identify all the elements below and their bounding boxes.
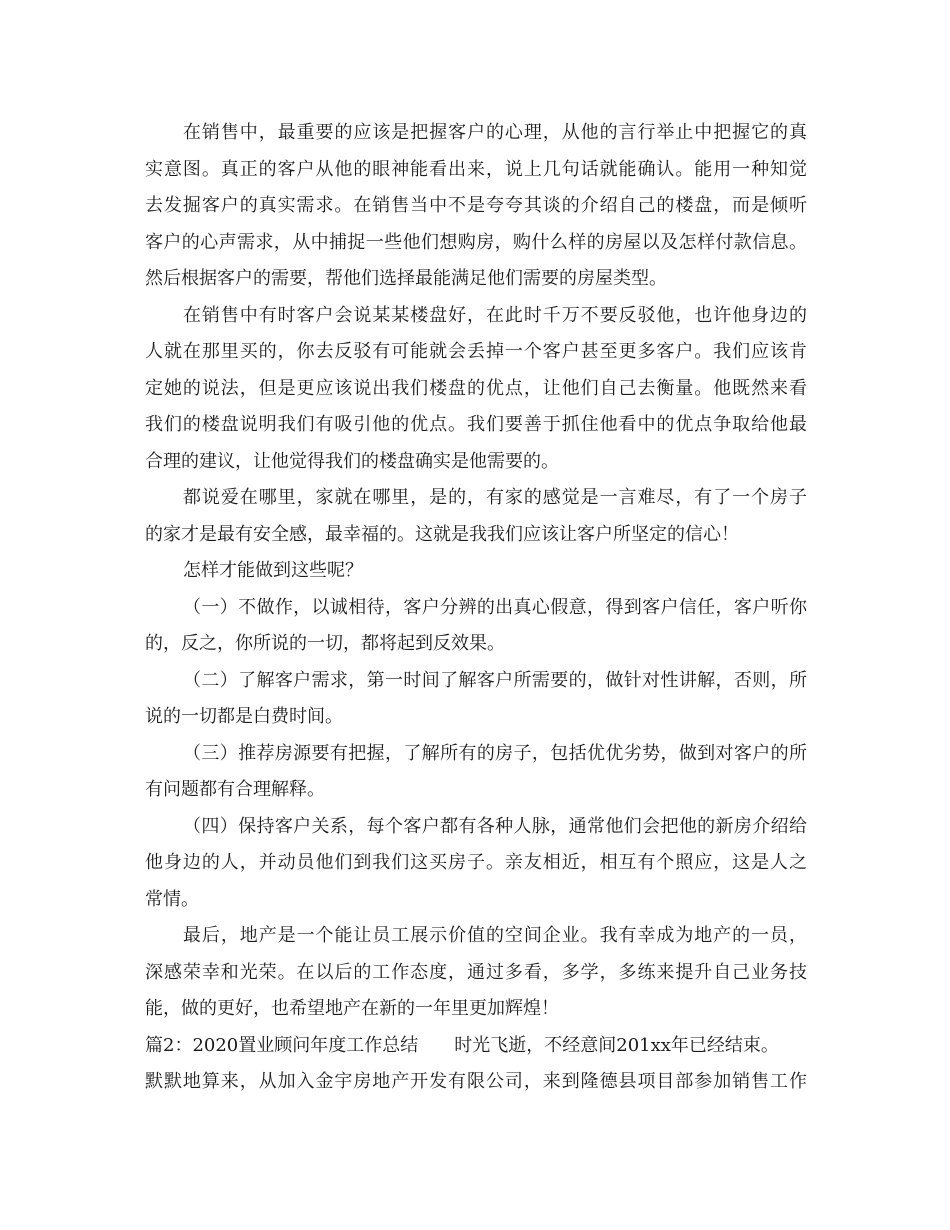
text-line: 的，反之，你所说的一切，都将起到反效果。	[145, 633, 505, 654]
text-line: 怎样才能做到这些呢？	[183, 560, 363, 581]
text-line: （一）不做作，以诚相待，客户分辨的出真心假意，得到客户信任，客户听你	[183, 596, 807, 618]
text-line: 常情。	[145, 888, 199, 910]
section-heading-line	[145, 1028, 807, 1065]
section-heading-label: 篇2：2020置业顾问年度工作总结	[145, 1034, 419, 1056]
text-line: 有问题都有合理解释。	[145, 779, 325, 800]
text-line: 人就在那里买的，你去反驳有可能就会丢掉一个客户甚至更多客户。我们应该肯	[145, 341, 807, 362]
text-line: 在销售中有时客户会说某某楼盘好，在此时千万不要反驳他，也许他身边的	[183, 304, 807, 326]
text-line: 深感荣幸和光荣。在以后的工作态度，通过多看，多学，多练来提升自己业务技	[145, 961, 807, 983]
text-line: （三）推荐房源要有把握，了解所有的房子，包括优优劣势，做到对客户的所	[183, 742, 807, 764]
text-line: 定她的说法，但是更应该说出我们楼盘的优点，让他们自己去衡量。他既然来看	[145, 377, 807, 399]
text-line: 客户的心声需求，从中捕捉一些他们想购房，购什么样的房屋以及怎样付款信息。	[145, 231, 807, 253]
text-line: 我们的楼盘说明我们有吸引他的优点。我们要善于抓住他看中的优点争取给他最	[145, 414, 807, 435]
text-line: 他身边的人，并动员他们到我们这买房子。亲友相近，相互有个照应，这是人之	[145, 852, 807, 873]
text-line: 默默地算来，从加入金宇房地产开发有限公司，来到隆德县项目部参加销售工作	[145, 1071, 807, 1092]
text-line: 实意图。真正的客户从他的眼神能看出来，说上几句话就能确认。能用一种知觉	[145, 158, 807, 180]
text-line: 能，做的更好，也希望地产在新的一年里更加辉煌！	[145, 998, 559, 1019]
text-line: 都说爱在哪里，家就在哪里，是的，有家的感觉是一言难尽，有了一个房子	[183, 487, 807, 508]
text-line: （四）保持客户关系，每个客户都有各种人脉，通常他们会把他的新房介绍给	[183, 815, 807, 837]
text-line: 的家才是最有安全感，最幸福的。这就是我我们应该让客户所坚定的信心！	[145, 523, 739, 545]
text-line: 然后根据客户的需要，帮他们选择最能满足他们需要的房屋类型。	[145, 268, 667, 289]
text-line: 去发掘客户的真实需求。在销售当中不是夸夸其谈的介绍自己的楼盘，而是倾听	[145, 195, 807, 216]
section-heading-continuation: 时光飞逝，不经意间201xx年已经结束。	[454, 1034, 779, 1056]
text-line: 合理的建议，让他觉得我们的楼盘确实是他需要的。	[145, 450, 559, 472]
text-line: 最后，地产是一个能让员工展示价值的空间企业。我有幸成为地产的一员，	[183, 925, 807, 946]
text-line: 在销售中，最重要的应该是把握客户的心理，从他的言行举止中把握它的真	[183, 122, 807, 143]
text-line: （二）了解客户需求，第一时间了解客户所需要的，做针对性讲解，否则，所	[183, 669, 807, 691]
document-body	[145, 115, 807, 1101]
text-line: 说的一切都是白费时间。	[145, 706, 343, 727]
